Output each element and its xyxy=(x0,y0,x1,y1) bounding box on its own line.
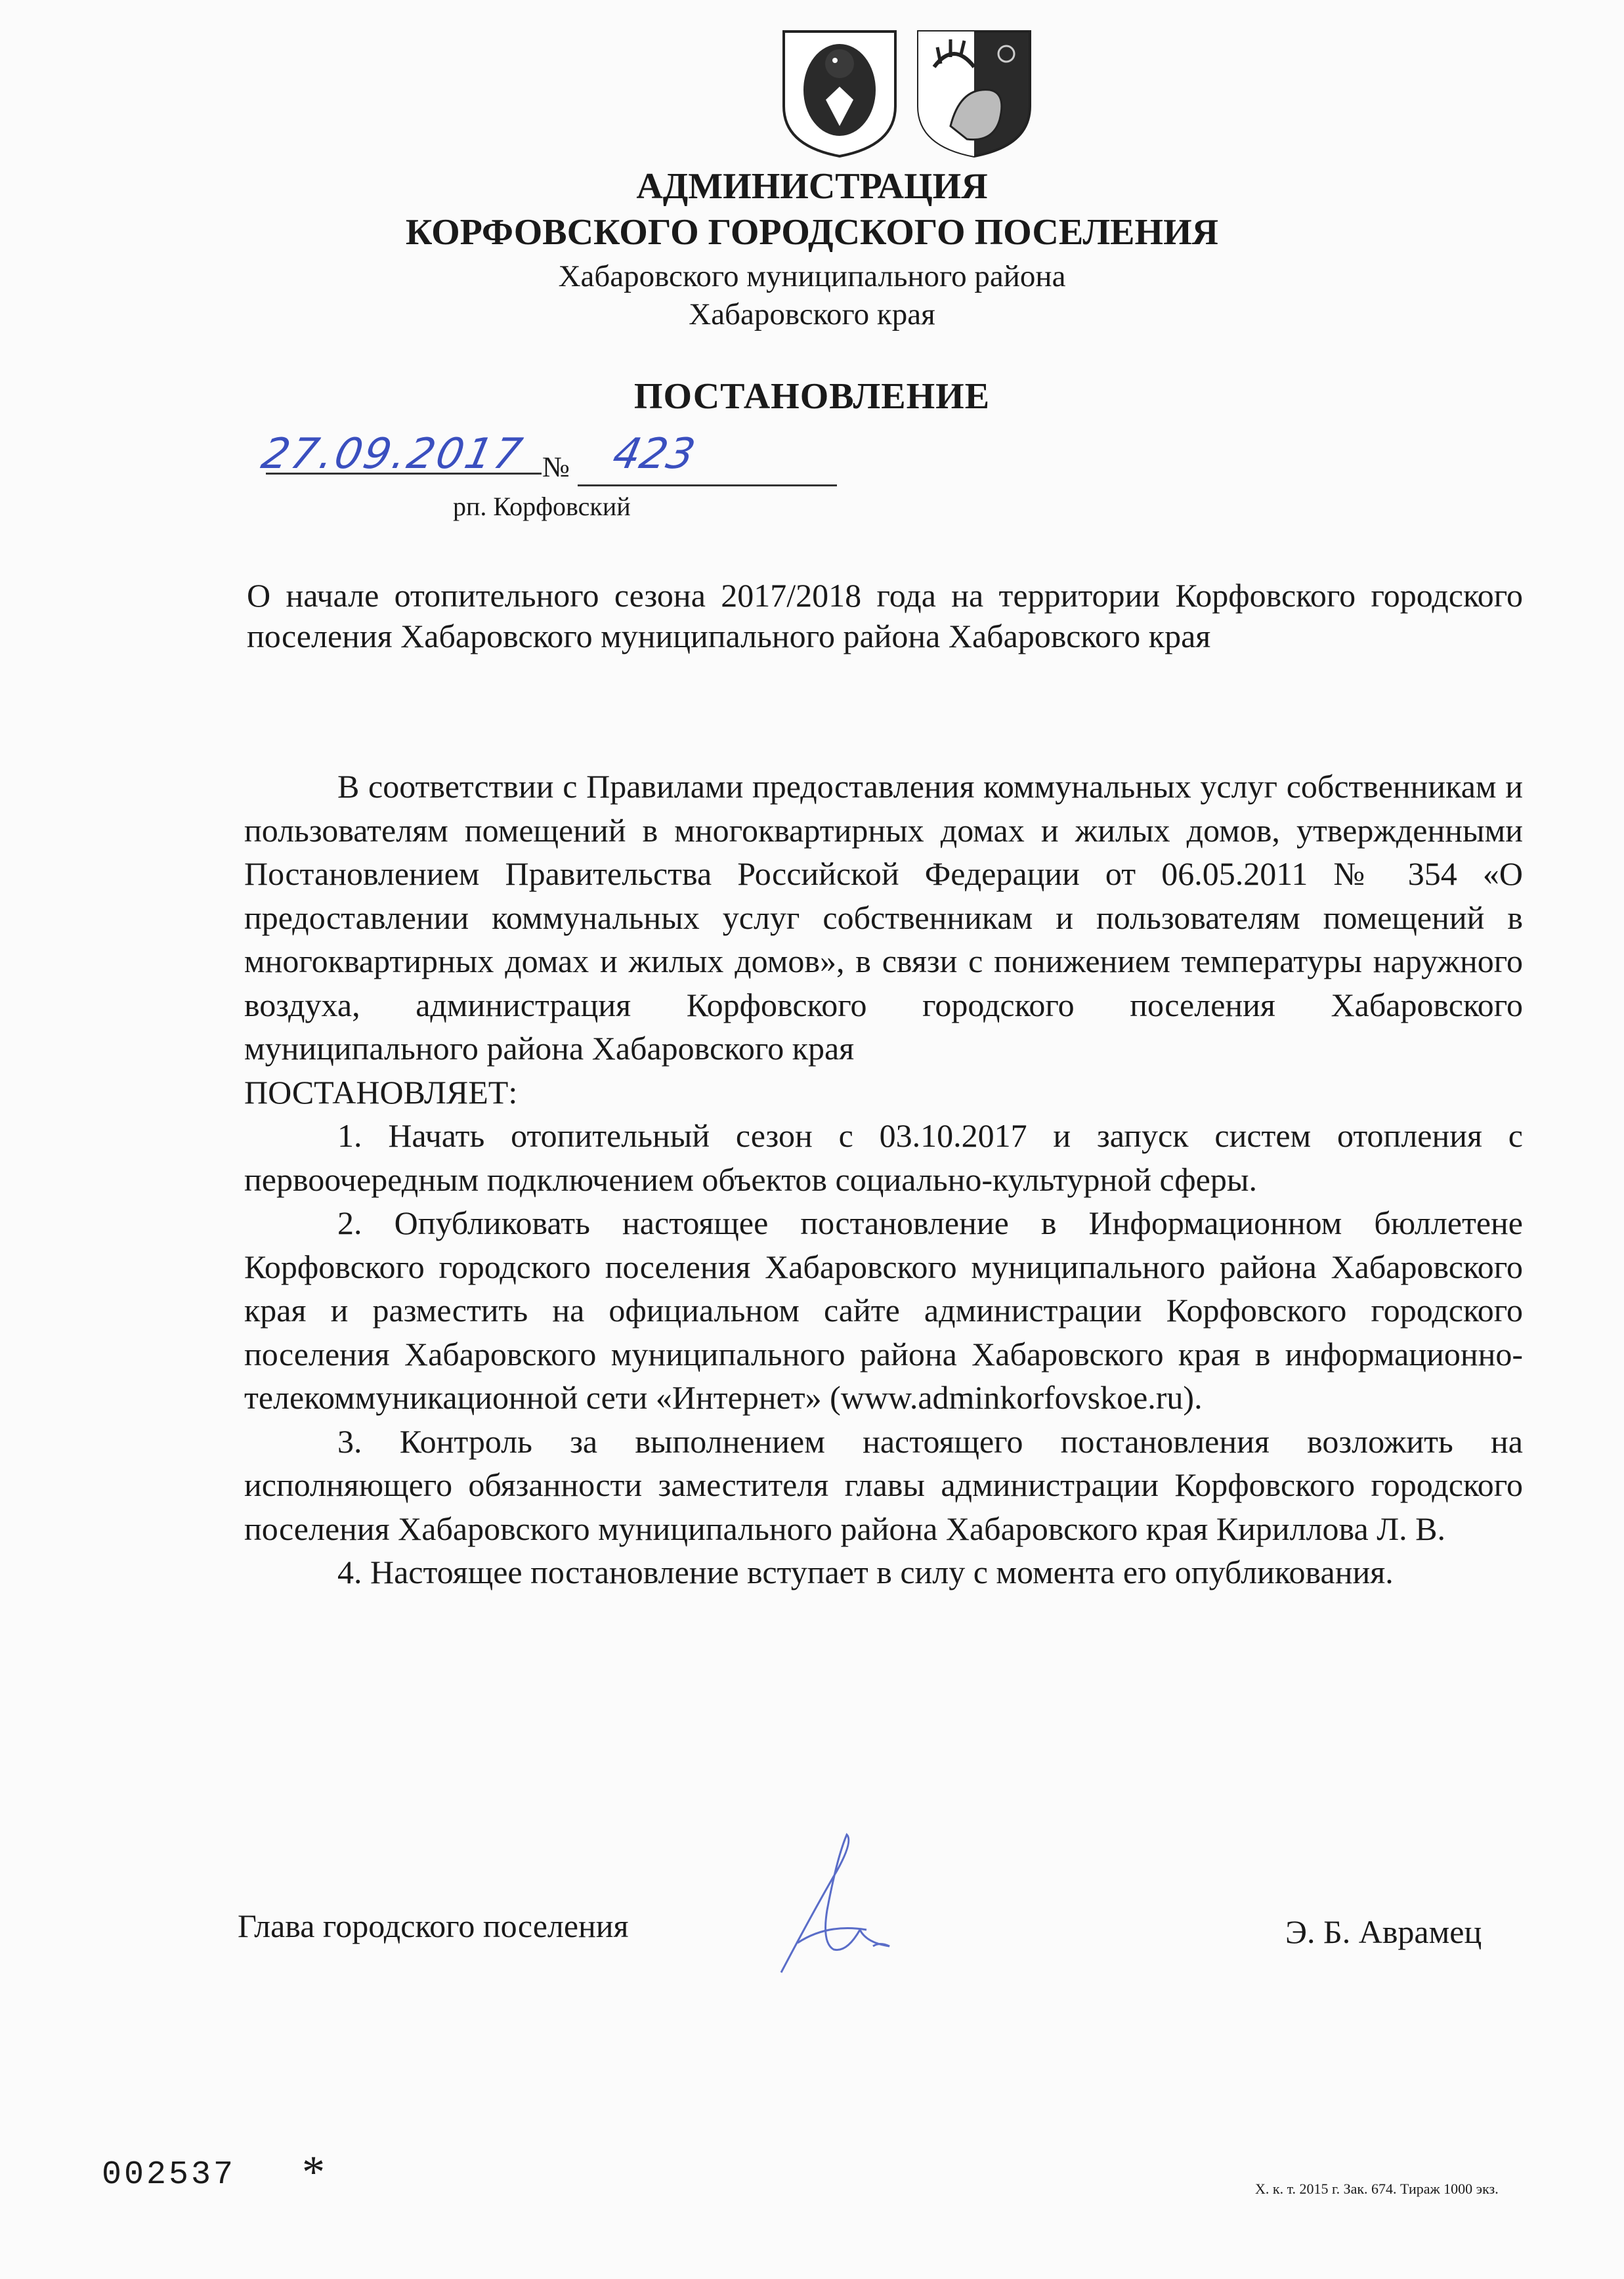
preamble-paragraph: В соответствии с Правилами предоставления коммунальных услуг собственникам и пользователям помещений в многоквартирных домах и жилых домов, утвержденными Постановлением Правительства Российской Федерации от 06.05.2011 № 354 «О предоставлении коммунальных услуг собственникам и пользователям помещений в многоквартирных домах и жилых домов», в связи с понижением температуры наружного воздуха, администрация Корфовского городского поселения Хабаровского муниципального района Хабаровского края xyxy=(244,768,1523,1067)
khabarovsk-krai-coat-of-arms xyxy=(780,28,899,159)
document-type-title: ПОСТАНОВЛЕНИЕ xyxy=(633,376,991,417)
number-sign: № xyxy=(542,451,570,483)
decree-item: 2. Опубликовать настоящее постановление в Информационном бюллетене Корфовского городского поселения Хабаровского муниципального района Хабаровского края и разместить на официальном сайте администрации Корфовского городского поселения Хабаровского муниципального района Хабаровского края в информационно-телекоммуникационной сети «Интернет» (www.adminkorfovskoe.ru). xyxy=(244,1204,1523,1416)
decree-item: 1. Начать отопительный сезон с 03.10.2017 и запуск систем отопления с первоочередным подключением объектов социально-культурной сферы. xyxy=(244,1117,1523,1198)
number-underline xyxy=(578,484,837,486)
organization-region: Хабаровского края xyxy=(689,297,935,331)
organization-district: Хабаровского муниципального района xyxy=(558,259,1066,293)
khabarovsk-district-coat-of-arms xyxy=(914,28,1034,159)
document-subject: О начале отопительного сезона 2017/2018 года на территории Корфовского городского поселения Хабаровского муниципального района Хабаровского края xyxy=(247,577,1523,654)
decree-word: ПОСТАНОВЛЯЕТ: xyxy=(244,1073,518,1111)
handwritten-document-number: 423 xyxy=(609,430,700,479)
printer-imprint: Х. к. т. 2015 г. Зак. 674. Тираж 1000 экз. xyxy=(1255,2181,1499,2197)
signatory-name: Э. Б. Аврамец xyxy=(1285,1913,1482,1950)
decree-item: 3. Контроль за выполнением настоящего постановления возложить на исполняющего обязанности заместителя главы администрации Корфовского городского поселения Хабаровского муниципального района Хабаровского края Кириллова Л. В. xyxy=(244,1422,1523,1547)
form-serial-number: 002537 xyxy=(102,2156,236,2194)
organization-settlement: КОРФОВСКОГО ГОРОДСКОГО ПОСЕЛЕНИЯ xyxy=(405,212,1219,253)
handwritten-date: 27.09.2017 xyxy=(257,430,528,479)
asterisk-mark: * xyxy=(302,2147,325,2198)
issue-place: рп. Корфовский xyxy=(453,492,631,521)
date-underline xyxy=(266,473,542,475)
document-body xyxy=(244,765,1523,1594)
handwritten-signature xyxy=(775,1831,906,1982)
signatory-title: Глава городского поселения xyxy=(238,1907,629,1944)
organization-name: АДМИНИСТРАЦИЯ xyxy=(636,166,988,207)
decree-item: 4. Настоящее постановление вступает в силу с момента его опубликования. xyxy=(337,1554,1394,1590)
